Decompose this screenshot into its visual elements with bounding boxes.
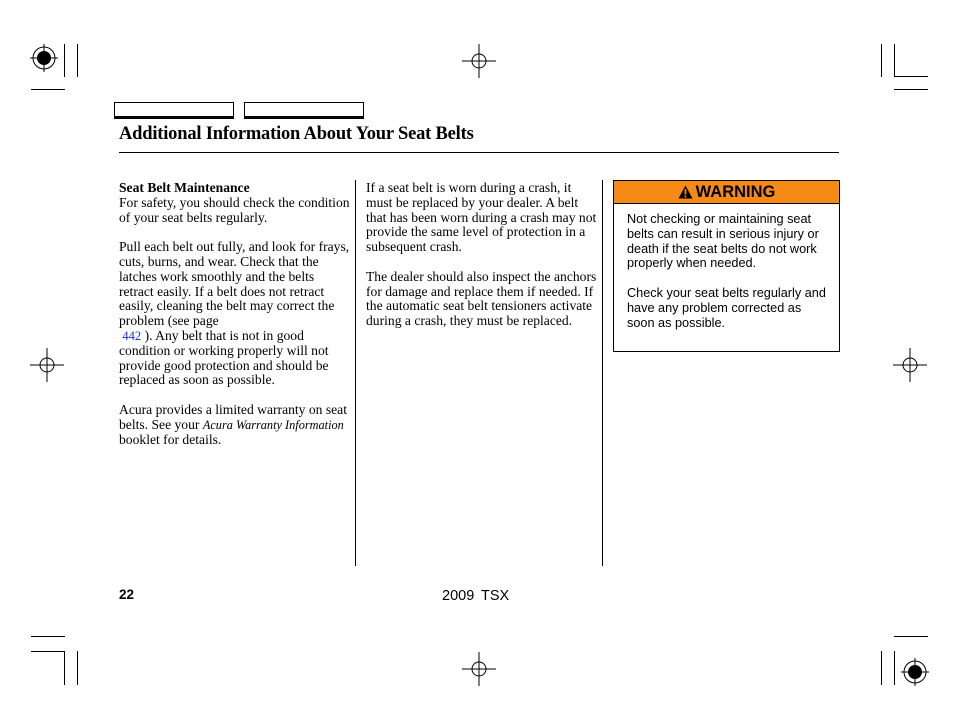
warning-label: WARNING	[695, 182, 776, 201]
warning-paragraph: Check your seat belts regularly and have any problem corrected as soon as possible.	[627, 285, 826, 330]
paragraph: For safety, you should check the condition of your seat belts regularly.	[119, 194, 350, 225]
title-rule	[119, 152, 839, 153]
model-label: 2009 TSX	[442, 588, 510, 604]
column-left	[119, 181, 351, 462]
section-tab	[244, 102, 364, 119]
booklet-title: Acura Warranty Information	[202, 417, 344, 432]
column-divider	[602, 180, 603, 566]
registration-target-icon	[901, 658, 929, 686]
paragraph: Acura provides a limited warranty on seat belts. See your Acura Warranty Information booklet for details.	[119, 401, 347, 447]
warning-body	[627, 212, 832, 345]
warning-triangle-icon	[678, 185, 693, 199]
section-subheading: Seat Belt Maintenance	[119, 180, 250, 195]
paragraph: Pull each belt out fully, and look for frays, cuts, burns, and wear. Check that the latches work smoothly and the belts retract easily. If a belt does not retract easily, cleaning the belt may correct the problem (see page 442 ). Any belt that is not in good condition or working properly will not provide good protection and should be replaced as soon as possible.	[119, 239, 350, 388]
warning-header	[614, 181, 839, 204]
crosshair-icon	[462, 44, 496, 78]
registration-target-icon	[30, 44, 58, 72]
paragraph: If a seat belt is worn during a crash, it must be replaced by your dealer. A belt that has been worn during a crash may not provide the same level of protection in a subsequent crash.	[366, 180, 597, 255]
page-title: Additional Information About Your Seat Belts	[119, 124, 474, 144]
page-reference-link[interactable]: 442	[122, 328, 142, 343]
warning-box	[613, 180, 840, 352]
column-divider	[355, 180, 356, 566]
paragraph: The dealer should also inspect the anchors for damage and replace them if needed. If the automatic seat belt tensioners activate during a crash, they must be replaced.	[366, 268, 597, 329]
crosshair-icon	[893, 348, 927, 382]
crosshair-icon	[30, 348, 64, 382]
crosshair-icon	[462, 652, 496, 686]
page-number: 22	[119, 587, 135, 602]
column-middle	[366, 181, 598, 344]
section-tab	[114, 102, 234, 119]
warning-paragraph: Not checking or maintaining seat belts can result in serious injury or death if the seat belts do not work properly when needed.	[627, 212, 819, 271]
